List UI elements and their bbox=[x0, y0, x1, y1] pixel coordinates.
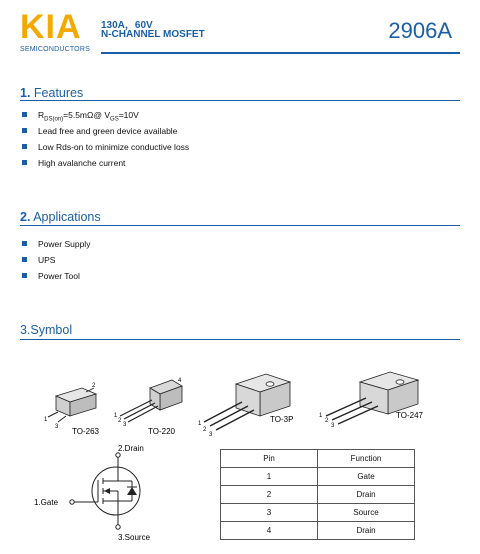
feature-text: Low Rds-on to minimize conductive loss bbox=[38, 142, 190, 152]
features-heading-number: 1. bbox=[20, 86, 31, 100]
application-text: Power Supply bbox=[38, 239, 91, 249]
to220-pin3-label: 3 bbox=[123, 422, 127, 428]
table-row bbox=[221, 486, 415, 504]
feature-rdson-value: =5.5mΩ@ V bbox=[63, 110, 111, 120]
to3p-pin3-label: 3 bbox=[209, 432, 213, 438]
list-item bbox=[20, 236, 90, 252]
list-item bbox=[20, 155, 189, 171]
gate-label: 1.Gate bbox=[34, 498, 59, 507]
feature-rdson-subscript: DS(on) bbox=[44, 116, 64, 123]
to263-pin1-label: 1 bbox=[44, 417, 48, 423]
part-number: 2906A bbox=[388, 18, 452, 43]
header-device-type: N-CHANNEL MOSFET bbox=[101, 29, 205, 40]
applications-heading bbox=[20, 210, 101, 224]
table-row bbox=[221, 522, 415, 540]
to247-pin1-label: 1 bbox=[319, 413, 323, 419]
source-label: 3.Source bbox=[118, 533, 151, 542]
function-cell: Drain bbox=[318, 522, 415, 540]
feature-text: Lead free and green device available bbox=[38, 126, 178, 136]
drain-label: 2.Drain bbox=[118, 444, 144, 453]
to263-pin3-label: 3 bbox=[55, 424, 59, 430]
features-list bbox=[20, 107, 189, 171]
to220-pin4-label: 4 bbox=[178, 378, 182, 384]
bullet-icon bbox=[22, 128, 27, 133]
pin-cell: 4 bbox=[221, 522, 318, 540]
bullet-icon bbox=[22, 112, 27, 117]
to263-package-icon bbox=[48, 388, 96, 422]
features-heading bbox=[20, 86, 83, 100]
to3p-pin1-label: 1 bbox=[198, 421, 202, 427]
function-cell: Gate bbox=[318, 468, 415, 486]
company-logo: KIA bbox=[20, 8, 82, 46]
table-row bbox=[221, 468, 415, 486]
bullet-icon bbox=[22, 160, 27, 165]
list-item bbox=[20, 123, 189, 139]
applications-list bbox=[20, 236, 90, 284]
feature-rdson-symbol: R bbox=[38, 110, 45, 120]
feature-vgs-subscript: GS bbox=[110, 116, 119, 123]
pin-cell: 3 bbox=[221, 504, 318, 522]
bullet-icon bbox=[22, 257, 27, 262]
applications-heading-number: 2. bbox=[20, 210, 31, 224]
bullet-icon bbox=[22, 144, 27, 149]
to3p-pin2-label: 2 bbox=[203, 427, 207, 433]
list-item bbox=[20, 107, 189, 123]
table-row bbox=[221, 504, 415, 522]
bullet-icon bbox=[22, 273, 27, 278]
list-item bbox=[20, 139, 189, 155]
applications-heading-text: Applications bbox=[30, 210, 101, 224]
features-divider bbox=[20, 100, 460, 101]
feature-text: High avalanche current bbox=[38, 158, 126, 168]
pin-cell: 1 bbox=[221, 468, 318, 486]
header-divider bbox=[101, 52, 460, 54]
mosfet-symbol-diagram bbox=[20, 440, 190, 548]
applications-divider bbox=[20, 225, 460, 226]
to220-pin2-label: 2 bbox=[118, 418, 122, 424]
to247-pin2-label: 2 bbox=[325, 418, 329, 424]
function-cell: Drain bbox=[318, 486, 415, 504]
to220-package-icon bbox=[120, 380, 182, 422]
to247-label: TO-247 bbox=[396, 411, 423, 420]
function-header: Function bbox=[318, 450, 415, 468]
to263-label: TO-263 bbox=[72, 427, 99, 436]
body-diode-icon bbox=[127, 487, 137, 495]
bullet-icon bbox=[22, 241, 27, 246]
features-heading-text: Features bbox=[30, 86, 84, 100]
pin-function-table bbox=[220, 449, 415, 540]
to220-pin1-label: 1 bbox=[114, 413, 118, 419]
application-text: Power Tool bbox=[38, 271, 80, 281]
to220-label: TO-220 bbox=[148, 427, 175, 436]
pin-header: Pin bbox=[221, 450, 318, 468]
channel-arrow-icon bbox=[104, 488, 110, 494]
to3p-label: TO-3P bbox=[270, 415, 294, 424]
feature-vgs-value: =10V bbox=[118, 110, 139, 120]
application-text: UPS bbox=[38, 255, 56, 265]
header-rating: 130A，60V bbox=[101, 20, 153, 31]
function-cell: Source bbox=[318, 504, 415, 522]
company-logo-subtitle: SEMICONDUCTORS bbox=[20, 46, 90, 53]
table-header-row bbox=[221, 450, 415, 468]
list-item bbox=[20, 252, 90, 268]
list-item bbox=[20, 268, 90, 284]
symbol-divider bbox=[20, 339, 460, 340]
symbol-heading: 3.Symbol bbox=[20, 323, 73, 337]
pin-cell: 2 bbox=[221, 486, 318, 504]
to247-pin3-label: 3 bbox=[331, 423, 335, 429]
to263-pin2-label: 2 bbox=[92, 383, 96, 389]
package-illustrations bbox=[20, 370, 460, 440]
